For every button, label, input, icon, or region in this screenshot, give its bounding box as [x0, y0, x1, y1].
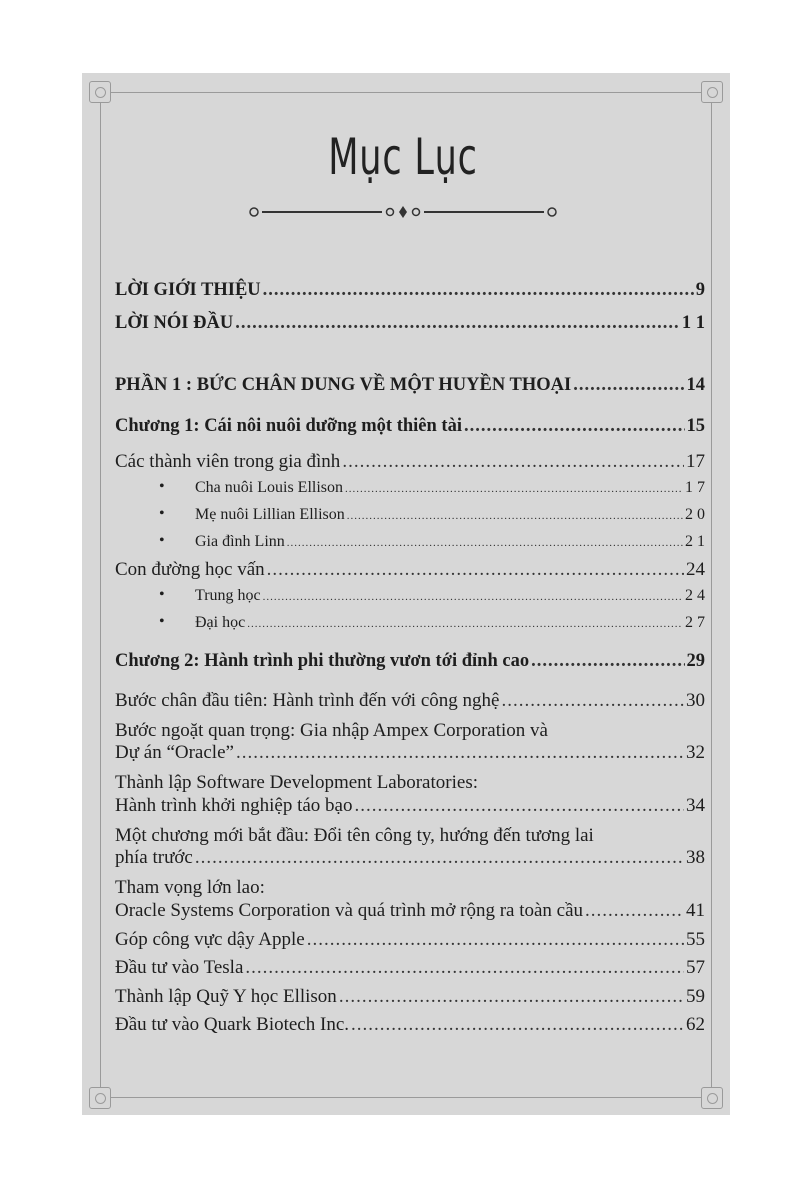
frame-corner-ornament [89, 81, 111, 103]
page-number: 55 [686, 929, 705, 950]
toc-entry[interactable]: Thành lập Quỹ Y học Ellison ..... 59 [115, 986, 705, 1008]
toc-entry[interactable]: Bước chân đầu tiên: Hành trình đến với công nghệ ..... 30 [115, 690, 705, 712]
page-number: 62 [686, 1014, 705, 1035]
page-number: 17 [686, 451, 705, 472]
page-number: 24 [686, 559, 705, 580]
page-number: 2 0 [685, 506, 705, 523]
title-divider-ornament [244, 204, 562, 220]
toc-entry-first-line[interactable]: Thành lập Software Development Laboratories: [115, 772, 478, 793]
bullet-icon: • [159, 532, 165, 549]
page-number: 2 4 [685, 587, 705, 604]
toc-subentry[interactable]: Gia đình Linn ..... 2 1 [195, 533, 705, 551]
toc-entry[interactable]: Đầu tư vào Quark Biotech Inc. ..... 62 [115, 1014, 705, 1036]
toc-entry[interactable]: Dự án “Oracle” ..... 32 [115, 742, 705, 764]
page-number: 1 7 [685, 479, 705, 496]
toc-entry-first-line[interactable]: Một chương mới bắt đầu: Đổi tên công ty, hướng đến tương lai [115, 825, 594, 846]
toc-entry-family-members[interactable]: Các thành viên trong gia đình ..... 17 [115, 451, 705, 473]
toc-entry[interactable]: phía trước ..... 38 [115, 847, 705, 869]
page-number: 15 [686, 416, 705, 436]
toc-entry-chapter-2[interactable]: Chương 2: Hành trình phi thường vươn tới đỉnh cao ..... 29 [115, 651, 705, 672]
toc-entry[interactable]: Góp công vực dậy Apple ..... 55 [115, 929, 705, 951]
page-number: 2 7 [685, 614, 705, 631]
page-number: 34 [686, 795, 705, 816]
page-number: 2 1 [685, 533, 705, 550]
toc-entry-preface[interactable]: LỜI NÓI ĐẦU ..... 1 1 [115, 313, 705, 334]
bullet-icon: • [159, 505, 165, 522]
page-number: 32 [686, 742, 705, 763]
toc-entry-first-line[interactable]: Tham vọng lớn lao: [115, 877, 265, 898]
page-number: 29 [686, 651, 705, 671]
frame-corner-ornament [89, 1087, 111, 1109]
toc-entry-first-line[interactable]: Bước ngoặt quan trọng: Gia nhập Ampex Corporation và [115, 720, 548, 741]
bullet-icon: • [159, 478, 165, 495]
toc-subentry[interactable]: Cha nuôi Louis Ellison ..... 1 7 [195, 479, 705, 497]
toc-entry[interactable]: Đầu tư vào Tesla ..... 57 [115, 957, 705, 979]
page-number: 41 [686, 900, 705, 921]
toc-entry[interactable]: Oracle Systems Corporation và quá trình mở rộng ra toàn cầu ..... 41 [115, 900, 705, 922]
frame-corner-ornament [701, 81, 723, 103]
page-number: 57 [686, 957, 705, 978]
bullet-icon: • [159, 613, 165, 630]
page-number: 59 [686, 986, 705, 1007]
toc-subentry[interactable]: Mẹ nuôi Lillian Ellison ..... 2 0 [195, 506, 705, 524]
toc-subentry[interactable]: Trung học ..... 2 4 [195, 587, 705, 605]
toc-entry-part-1[interactable]: PHẦN 1 : BỨC CHÂN DUNG VỀ MỘT HUYỀN THOẠI ..... 14 [115, 375, 705, 396]
page-number: 38 [686, 847, 705, 868]
page-number: 9 [695, 280, 705, 300]
page-title: Mục Lục [328, 128, 478, 186]
page-number: 14 [686, 375, 705, 395]
toc-subentry[interactable]: Đại học ..... 2 7 [195, 614, 705, 632]
bullet-icon: • [159, 586, 165, 603]
frame-corner-ornament [701, 1087, 723, 1109]
toc-entry[interactable]: Hành trình khởi nghiệp táo bạo ..... 34 [115, 795, 705, 817]
toc-entry-intro[interactable]: LỜI GIỚI THIỆU ..... 9 [115, 280, 705, 301]
page-number: 1 1 [681, 313, 705, 333]
toc-entry-education[interactable]: Con đường học vấn ..... 24 [115, 559, 705, 581]
page-number: 30 [686, 690, 705, 711]
toc-entry-chapter-1[interactable]: Chương 1: Cái nôi nuôi dưỡng một thiên tài ..... 15 [115, 416, 705, 437]
